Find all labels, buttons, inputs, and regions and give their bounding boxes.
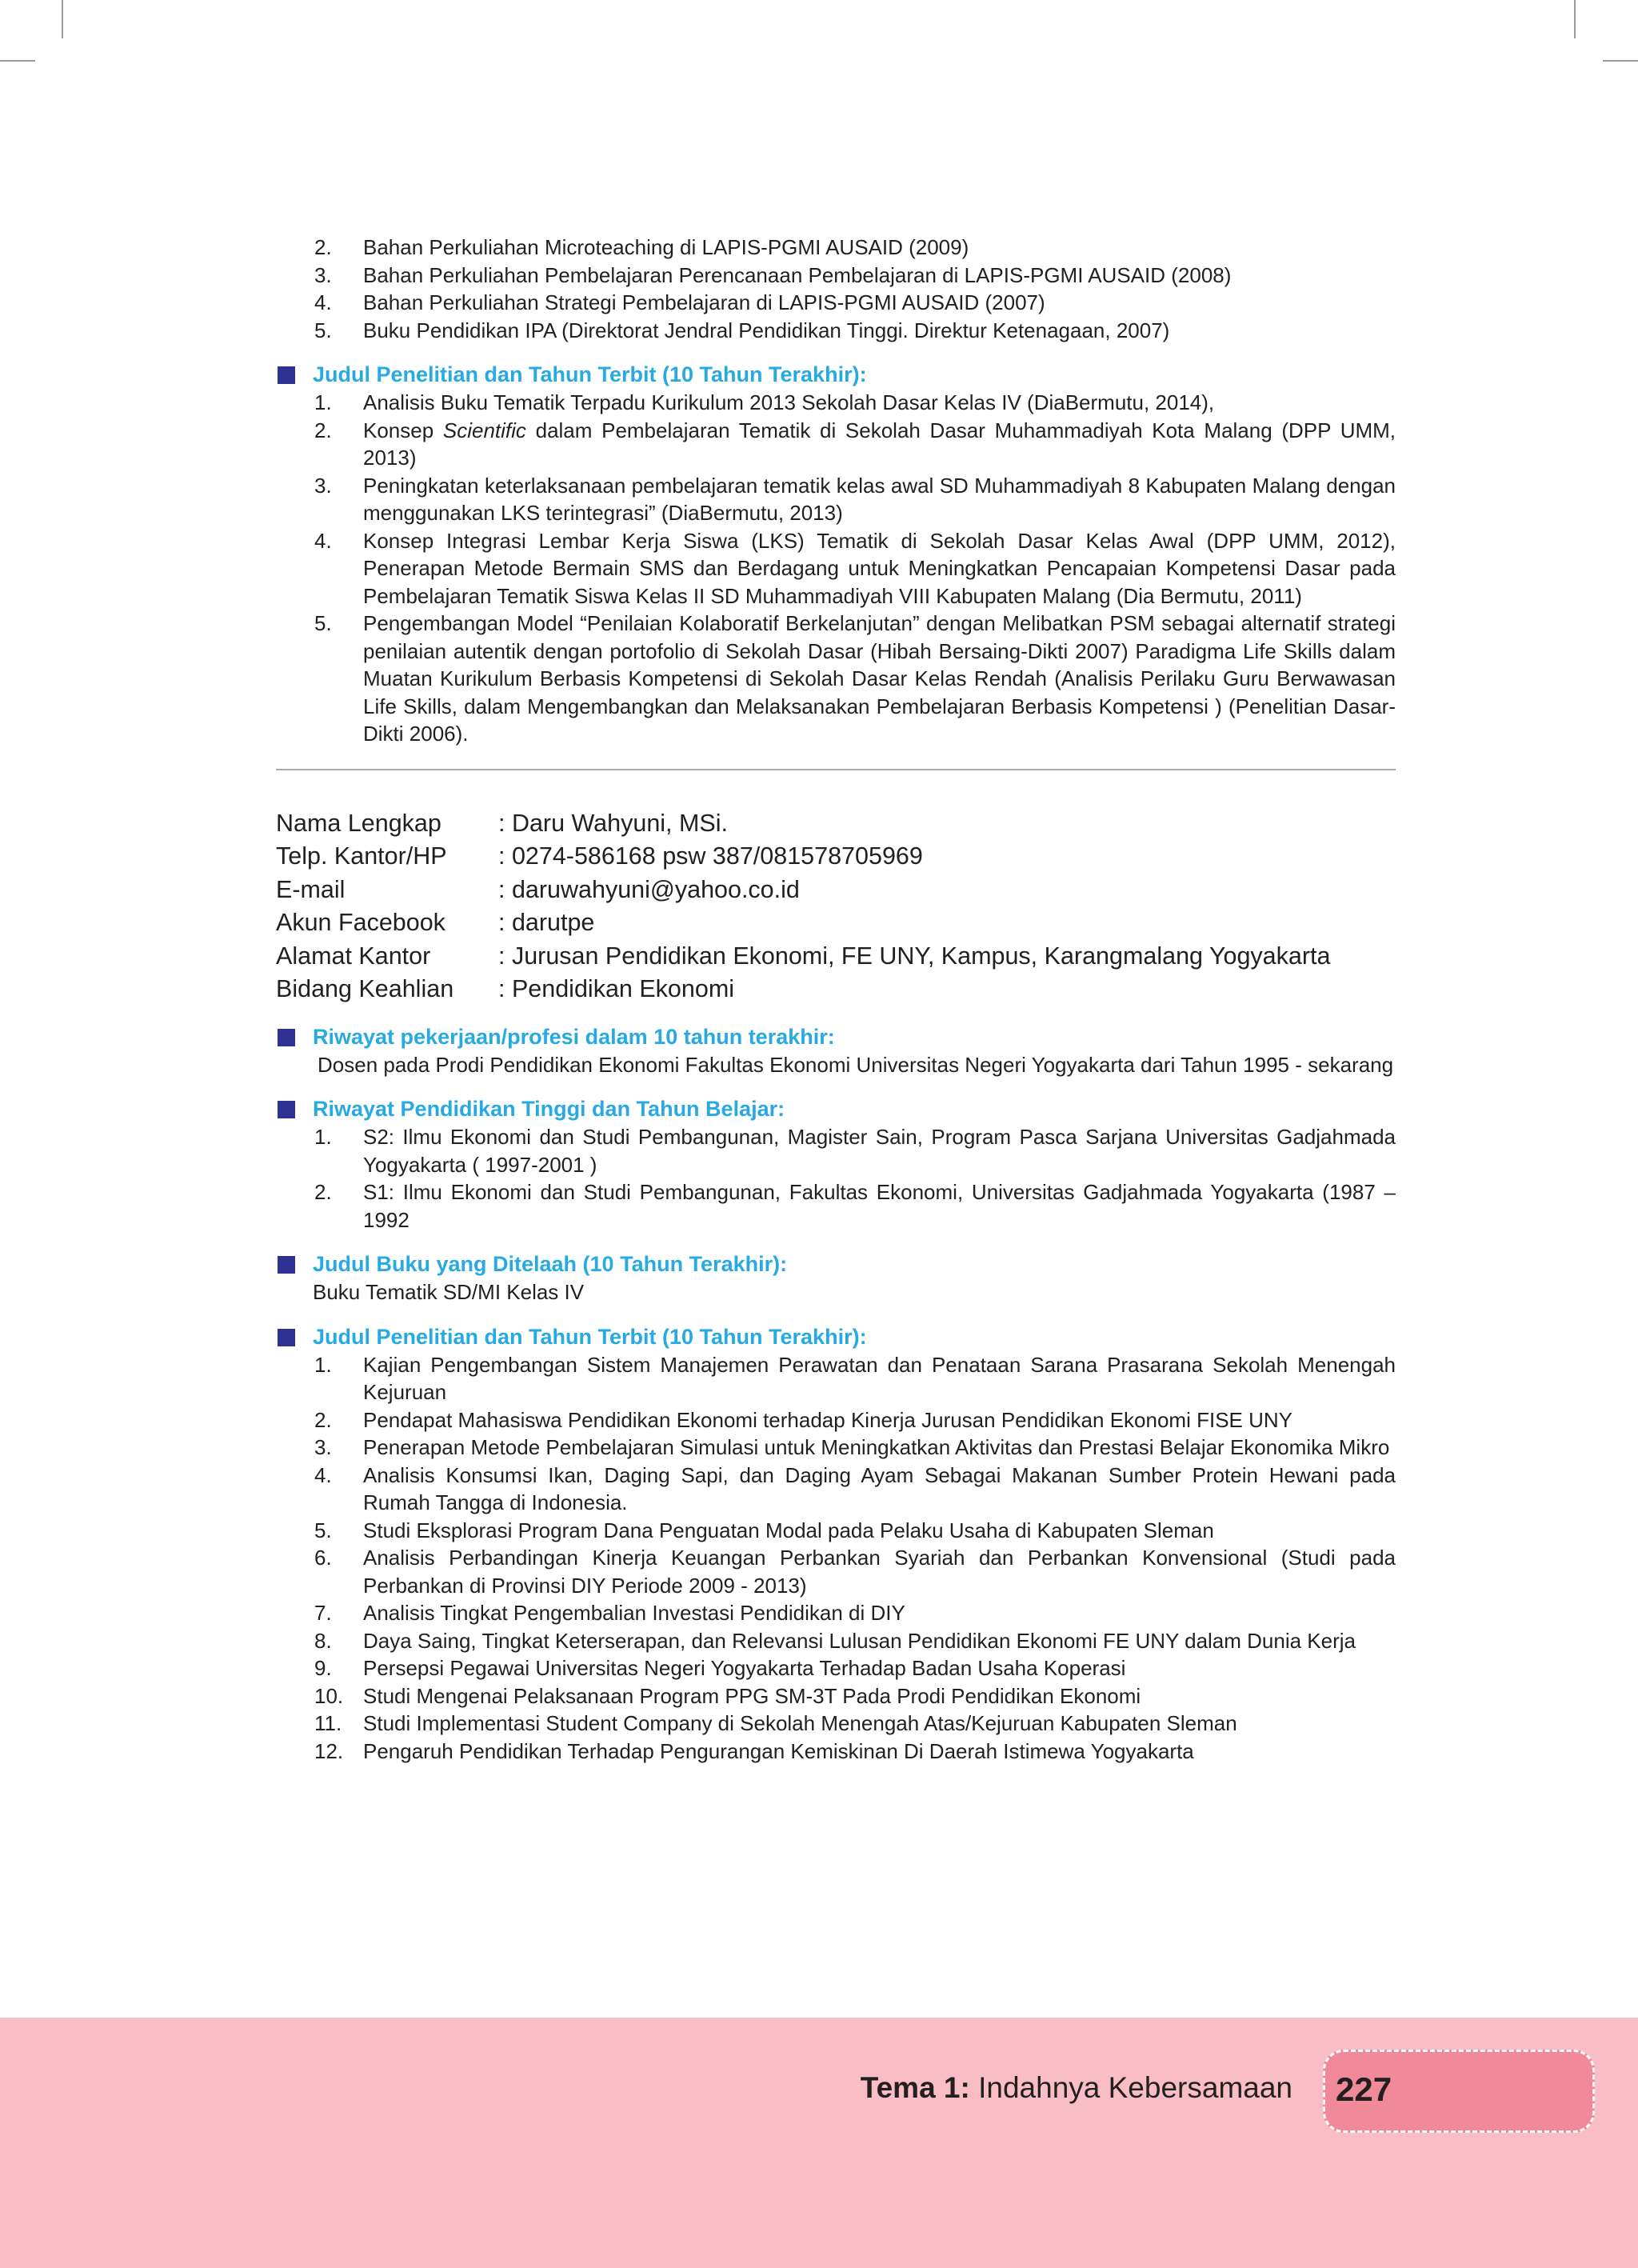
crop-mark	[1603, 60, 1638, 62]
list-item: 8. Daya Saing, Tingkat Keterserapan, dan Relevansi Lulusan Pendidikan Ekonomi FE UNY dalam Dunia Kerja	[314, 1628, 1356, 1653]
list-item: 4. Bahan Perkuliahan Strategi Pembelajaran di LAPIS-PGMI AUSAID (2007)	[314, 290, 1045, 314]
square-bullet-icon	[278, 1256, 295, 1274]
section-heading: Riwayat pekerjaan/profesi dalam 10 tahun terakhir:	[313, 1024, 835, 1049]
section-divider	[276, 769, 1396, 770]
crop-mark	[62, 0, 63, 38]
profile-row: Akun Facebook : darutpe	[276, 909, 595, 936]
list-item: 2. S1: Ilmu Ekonomi dan Studi Pembangunan, Fakultas Ekonomi, Universitas Gadjahmada Yogyakarta (1987 – 1992	[314, 1180, 1396, 1232]
list-item: 7. Analisis Tingkat Pengembalian Investasi Pendidikan di DIY	[314, 1601, 905, 1625]
section-heading: Judul Penelitian dan Tahun Terbit (10 Tahun Terakhir):	[313, 1324, 867, 1349]
list-item: 5. Studi Eksplorasi Program Dana Penguatan Modal pada Pelaku Usaha di Kabupaten Sleman	[314, 1518, 1214, 1542]
list-item: 9. Persepsi Pegawai Universitas Negeri Yogyakarta Terhadap Badan Usaha Koperasi	[314, 1656, 1126, 1680]
list-item: 2. Pendapat Mahasiswa Pendidikan Ekonomi terhadap Kinerja Jurusan Pendidikan Ekonomi FISE UNY	[314, 1407, 1292, 1432]
research-section-2	[276, 1322, 1396, 1351]
profile-row: E-mail : daruwahyuni@yahoo.co.id	[276, 875, 800, 903]
education-section	[276, 1094, 1396, 1123]
research-list-2	[276, 1351, 1396, 1766]
list-item: 3. Peningkatan keterlaksanaan pembelajaran tematik kelas awal SD Muhammadiyah 8 Kabupaten Malang dengan menggunakan LKS terintegrasi” (DiaBermutu, 2013)	[314, 473, 1396, 525]
square-bullet-icon	[278, 1101, 295, 1118]
list-item: 1. Analisis Buku Tematik Terpadu Kurikulum 2013 Sekolah Dasar Kelas IV (DiaBermutu, 2014),	[314, 390, 1215, 414]
page-content	[276, 234, 1396, 1765]
list-item: 3. Bahan Perkuliahan Pembelajaran Perencanaan Pembelajaran di LAPIS-PGMI AUSAID (2008)	[314, 262, 1232, 287]
square-bullet-icon	[278, 1029, 295, 1046]
books-section	[276, 1250, 1396, 1278]
profile-row: Nama Lengkap : Daru Wahyuni, MSi.	[276, 809, 729, 837]
profile-row: Alamat Kantor : Jurusan Pendidikan Ekonomi, FE UNY, Kampus, Karangmalang Yogyakarta	[276, 942, 1331, 970]
books-text: Buku Tematik SD/MI Kelas IV	[313, 1280, 585, 1304]
education-list	[276, 1123, 1396, 1234]
list-item: 3. Penerapan Metode Pembelajaran Simulasi untuk Meningkatkan Aktivitas dan Prestasi Belajar Ekonomika Mikro	[314, 1435, 1390, 1459]
profile-row: Telp. Kantor/HP : 0274-586168 psw 387/081578705969	[276, 842, 923, 870]
list-item: 4. Analisis Konsumsi Ikan, Daging Sapi, dan Daging Ayam Sebagai Makanan Sumber Protein Hewani pada Rumah Tangga di Indonesia.	[314, 1462, 1396, 1514]
list-item: 2. Konsep Scientific dalam Pembelajaran Tematik di Sekolah Dasar Muhammadiyah Kota Malang (DPP UMM, 2013)	[314, 418, 1396, 470]
top-list	[276, 234, 1396, 344]
work-section	[276, 1022, 1396, 1051]
research-list-1	[276, 389, 1396, 748]
list-item: 5. Buku Pendidikan IPA (Direktorat Jendral Pendidikan Tinggi. Direktur Ketenagaan, 2007)	[314, 318, 1170, 342]
profile-row: Bidang Keahlian : Pendidikan Ekonomi	[276, 975, 735, 1002]
list-item: 4. Konsep Integrasi Lembar Kerja Siswa (LKS) Tematik di Sekolah Dasar Kelas Awal (DPP UMM, 2012), Penerapan Metode Bermain SMS dan Berdagang untuk Meningkatkan Pencapaian Kompetensi Dasar pada Pembelajaran Tematik Siswa Kelas II SD Muhammadiyah VIII Kabupaten Malang (Dia Bermutu, 2011)	[314, 528, 1396, 608]
profile-info	[276, 807, 1396, 1006]
list-item: 10. Studi Mengenai Pelaksanaan Program PPG SM-3T Pada Prodi Pendidikan Ekonomi	[314, 1683, 1141, 1708]
section-heading: Riwayat Pendidikan Tinggi dan Tahun Belajar:	[313, 1097, 785, 1121]
crop-mark	[1574, 0, 1576, 38]
page-number: 227	[1336, 2070, 1392, 2108]
square-bullet-icon	[278, 366, 295, 384]
research-section-1	[276, 360, 1396, 389]
work-text: Dosen pada Prodi Pendidikan Ekonomi Fakultas Ekonomi Universitas Negeri Yogyakarta dari Tahun 1995 - sekarang	[318, 1052, 1394, 1077]
crop-mark	[0, 60, 35, 62]
square-bullet-icon	[278, 1329, 295, 1346]
list-item: 1. Kajian Pengembangan Sistem Manajemen Perawatan dan Penataan Sarana Prasarana Sekolah Menengah Kejuruan	[314, 1352, 1396, 1404]
list-item: 1. S2: Ilmu Ekonomi dan Studi Pembangunan, Magister Sain, Program Pasca Sarjana Universitas Gadjahmada Yogyakarta ( 1997-2001 )	[314, 1125, 1396, 1177]
section-heading: Judul Buku yang Ditelaah (10 Tahun Terakhir):	[313, 1252, 788, 1276]
list-item: 5. Pengembangan Model “Penilaian Kolaboratif Berkelanjutan” dengan Melibatkan PSM sebagai alternatif strategi penilaian autentik dengan portofolio di Sekolah Dasar (Hibah Bersaing-Dikti 2007) Paradigma Life Skills dalam Muatan Kurikulum Berbasis Kompetensi di Sekolah Dasar Kelas Rendah (Analisis Perilaku Guru Berwawasan Life Skills, dalam Mengembangkan dan Melaksanakan Pembelajaran Berbasis Kompetensi ) (Penelitian Dasar-Dikti 2006).	[314, 611, 1396, 746]
list-item: 2. Bahan Perkuliahan Microteaching di LAPIS-PGMI AUSAID (2009)	[314, 235, 969, 259]
section-heading: Judul Penelitian dan Tahun Terbit (10 Tahun Terakhir):	[313, 362, 867, 386]
footer-theme: Tema 1: Indahnya Kebersamaan	[860, 2071, 1292, 2104]
list-item: 11. Studi Implementasi Student Company di Sekolah Menengah Atas/Kejuruan Kabupaten Sleman	[314, 1711, 1237, 1735]
list-item: 12. Pengaruh Pendidikan Terhadap Pengurangan Kemiskinan Di Daerah Istimewa Yogyakarta	[314, 1738, 1194, 1763]
list-item: 6. Analisis Perbandingan Kinerja Keuangan Perbankan Syariah dan Perbankan Konvensional (Studi pada Perbankan di Provinsi DIY Periode 2009 - 2013)	[314, 1546, 1396, 1598]
